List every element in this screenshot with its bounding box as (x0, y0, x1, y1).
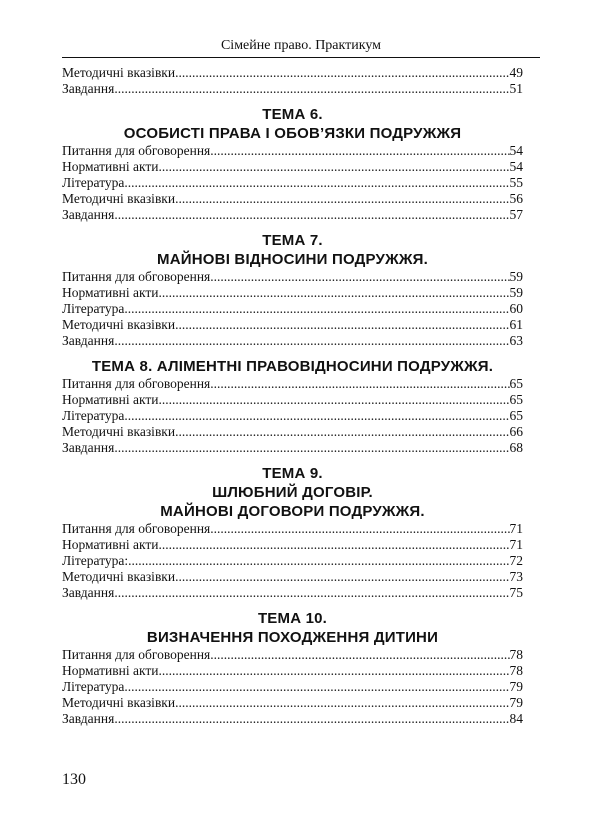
page-number: 130 (62, 771, 86, 788)
toc-row-label: Завдання (62, 81, 115, 96)
toc-row-label: Нормативні акти (62, 663, 159, 678)
dot-leader (128, 553, 509, 569)
toc-row-page: 55 (509, 175, 523, 190)
toc-topic-10 (62, 609, 523, 727)
toc-row-page: 66 (509, 424, 523, 439)
toc-row-label: Завдання (62, 333, 115, 348)
dot-leader (114, 81, 509, 97)
toc-row[interactable] (62, 333, 523, 349)
toc-row[interactable] (62, 207, 523, 223)
dot-leader (124, 175, 509, 191)
toc-row-page: 72 (509, 553, 523, 568)
toc-row[interactable] (62, 301, 523, 317)
toc-row-page: 57 (509, 207, 523, 222)
toc-row[interactable] (62, 711, 523, 727)
toc-row-label: Література (62, 408, 125, 423)
toc-row-label: Література: (62, 553, 129, 568)
toc-row-label: Питання для обговорення (62, 521, 211, 536)
toc-topic-6 (62, 105, 523, 223)
toc-row-label: Завдання (62, 585, 115, 600)
toc-row[interactable] (62, 81, 523, 97)
toc-row-page: 49 (509, 65, 523, 80)
toc-row[interactable] (62, 392, 523, 408)
toc-row-page: 73 (509, 569, 523, 584)
dot-leader (158, 537, 509, 553)
topic-heading-line[interactable]: ТЕМА 6. (262, 106, 323, 123)
toc-row-page: 65 (509, 392, 523, 407)
toc-row-page: 65 (509, 408, 523, 423)
toc-row-page: 79 (509, 679, 523, 694)
toc-row-page: 68 (509, 440, 523, 455)
toc-row-label: Питання для обговорення (62, 143, 211, 158)
toc-row-page: 59 (509, 269, 523, 284)
toc-row[interactable] (62, 317, 523, 333)
dot-leader (114, 440, 509, 456)
toc-row[interactable] (62, 143, 523, 159)
dot-leader (124, 679, 509, 695)
dot-leader (210, 143, 509, 159)
dot-leader (158, 663, 509, 679)
toc-row-page: 75 (509, 585, 523, 600)
toc-row-label: Питання для обговорення (62, 376, 211, 391)
dot-leader (158, 392, 509, 408)
toc-row-page: 51 (509, 81, 523, 96)
running-head: Сімейне право. Практикум (220, 38, 382, 53)
dot-leader (114, 333, 509, 349)
toc-row-page: 60 (509, 301, 523, 316)
toc-row-label: Питання для обговорення (62, 647, 211, 662)
topic-heading-line[interactable]: ОСОБИСТІ ПРАВА І ОБОВ’ЯЗКИ ПОДРУЖЖЯ (123, 125, 462, 142)
toc-row[interactable] (62, 537, 523, 553)
toc-row-label: Питання для обговорення (62, 269, 211, 284)
table-of-contents (62, 65, 523, 727)
toc-row[interactable] (62, 569, 523, 585)
topic-heading-line[interactable]: ШЛЮБНИЙ ДОГОВІР. (212, 484, 373, 501)
toc-row-label: Методичні вказівки (62, 569, 176, 584)
topic-heading-line[interactable]: ВИЗНАЧЕННЯ ПОХОДЖЕННЯ ДИТИНИ (146, 629, 439, 646)
dot-leader (175, 569, 509, 585)
toc-row[interactable] (62, 647, 523, 663)
toc-row-page: 59 (509, 285, 523, 300)
toc-row-label: Методичні вказівки (62, 65, 176, 80)
toc-row-page: 79 (509, 695, 523, 710)
toc-row[interactable] (62, 440, 523, 456)
toc-row-page: 78 (509, 663, 523, 678)
dot-leader (124, 408, 509, 424)
toc-row-page: 63 (509, 333, 523, 348)
topic-heading-line[interactable]: ТЕМА 8. АЛІМЕНТНІ ПРАВОВІДНОСИНИ ПОДРУЖЖЯ. (91, 358, 494, 375)
topic-heading-line[interactable]: ТЕМА 7. (262, 232, 323, 249)
toc-row-page: 71 (509, 521, 523, 536)
toc-row-page: 56 (509, 191, 523, 206)
toc-row-label: Методичні вказівки (62, 191, 176, 206)
toc-row-label: Література (62, 301, 125, 316)
header-rule (62, 57, 540, 58)
toc-row-label: Література (62, 175, 125, 190)
toc-row-label: Завдання (62, 711, 115, 726)
toc-row-page: 78 (509, 647, 523, 662)
toc-topic-7 (62, 231, 523, 349)
toc-row[interactable] (62, 424, 523, 440)
toc-row[interactable] (62, 695, 523, 711)
toc-row[interactable] (62, 269, 523, 285)
toc-row-label: Методичні вказівки (62, 317, 176, 332)
toc-row[interactable] (62, 553, 523, 569)
toc-row[interactable] (62, 663, 523, 679)
toc-row-label: Нормативні акти (62, 392, 159, 407)
toc-row-page: 61 (509, 317, 523, 332)
toc-row[interactable] (62, 521, 523, 537)
dot-leader (210, 521, 509, 537)
toc-row-label: Нормативні акти (62, 159, 159, 174)
dot-leader (175, 191, 509, 207)
toc-row[interactable] (62, 159, 523, 175)
toc-topic-8 (62, 357, 523, 456)
toc-row-page: 54 (509, 143, 523, 158)
toc-row-label: Нормативні акти (62, 537, 159, 552)
dot-leader (175, 424, 509, 440)
toc-row[interactable] (62, 191, 523, 207)
dot-leader (114, 207, 509, 223)
dot-leader (158, 159, 509, 175)
toc-row-label: Завдання (62, 440, 115, 455)
dot-leader (210, 647, 509, 663)
dot-leader (114, 711, 509, 727)
topic-heading-line[interactable]: МАЙНОВІ ДОГОВОРИ ПОДРУЖЖЯ. (160, 503, 425, 520)
toc-row-page: 84 (509, 711, 523, 726)
toc-row-page: 65 (509, 376, 523, 391)
toc-row[interactable] (62, 585, 523, 601)
toc-topic-9 (62, 464, 523, 601)
topic-heading-line[interactable]: МАЙНОВІ ВІДНОСИНИ ПОДРУЖЖЯ. (157, 251, 428, 268)
dot-leader (210, 269, 509, 285)
dot-leader (114, 585, 509, 601)
toc-row-page: 71 (509, 537, 523, 552)
toc-row[interactable] (62, 679, 523, 695)
toc-row[interactable] (62, 65, 523, 81)
toc-row-label: Завдання (62, 207, 115, 222)
toc-row-label: Нормативні акти (62, 285, 159, 300)
toc-row-label: Література (62, 679, 125, 694)
dot-leader (175, 65, 509, 81)
dot-leader (175, 317, 509, 333)
dot-leader (210, 376, 509, 392)
toc-row-page: 54 (509, 159, 523, 174)
dot-leader (124, 301, 509, 317)
topic-heading-line[interactable]: ТЕМА 10. (257, 610, 328, 627)
dot-leader (175, 695, 509, 711)
dot-leader (158, 285, 509, 301)
toc-row[interactable] (62, 285, 523, 301)
toc-row[interactable] (62, 408, 523, 424)
toc-row[interactable] (62, 376, 523, 392)
toc-row-label: Методичні вказівки (62, 695, 176, 710)
topic-heading-line[interactable]: ТЕМА 9. (262, 465, 323, 482)
toc-row-label: Методичні вказівки (62, 424, 176, 439)
toc-row[interactable] (62, 175, 523, 191)
